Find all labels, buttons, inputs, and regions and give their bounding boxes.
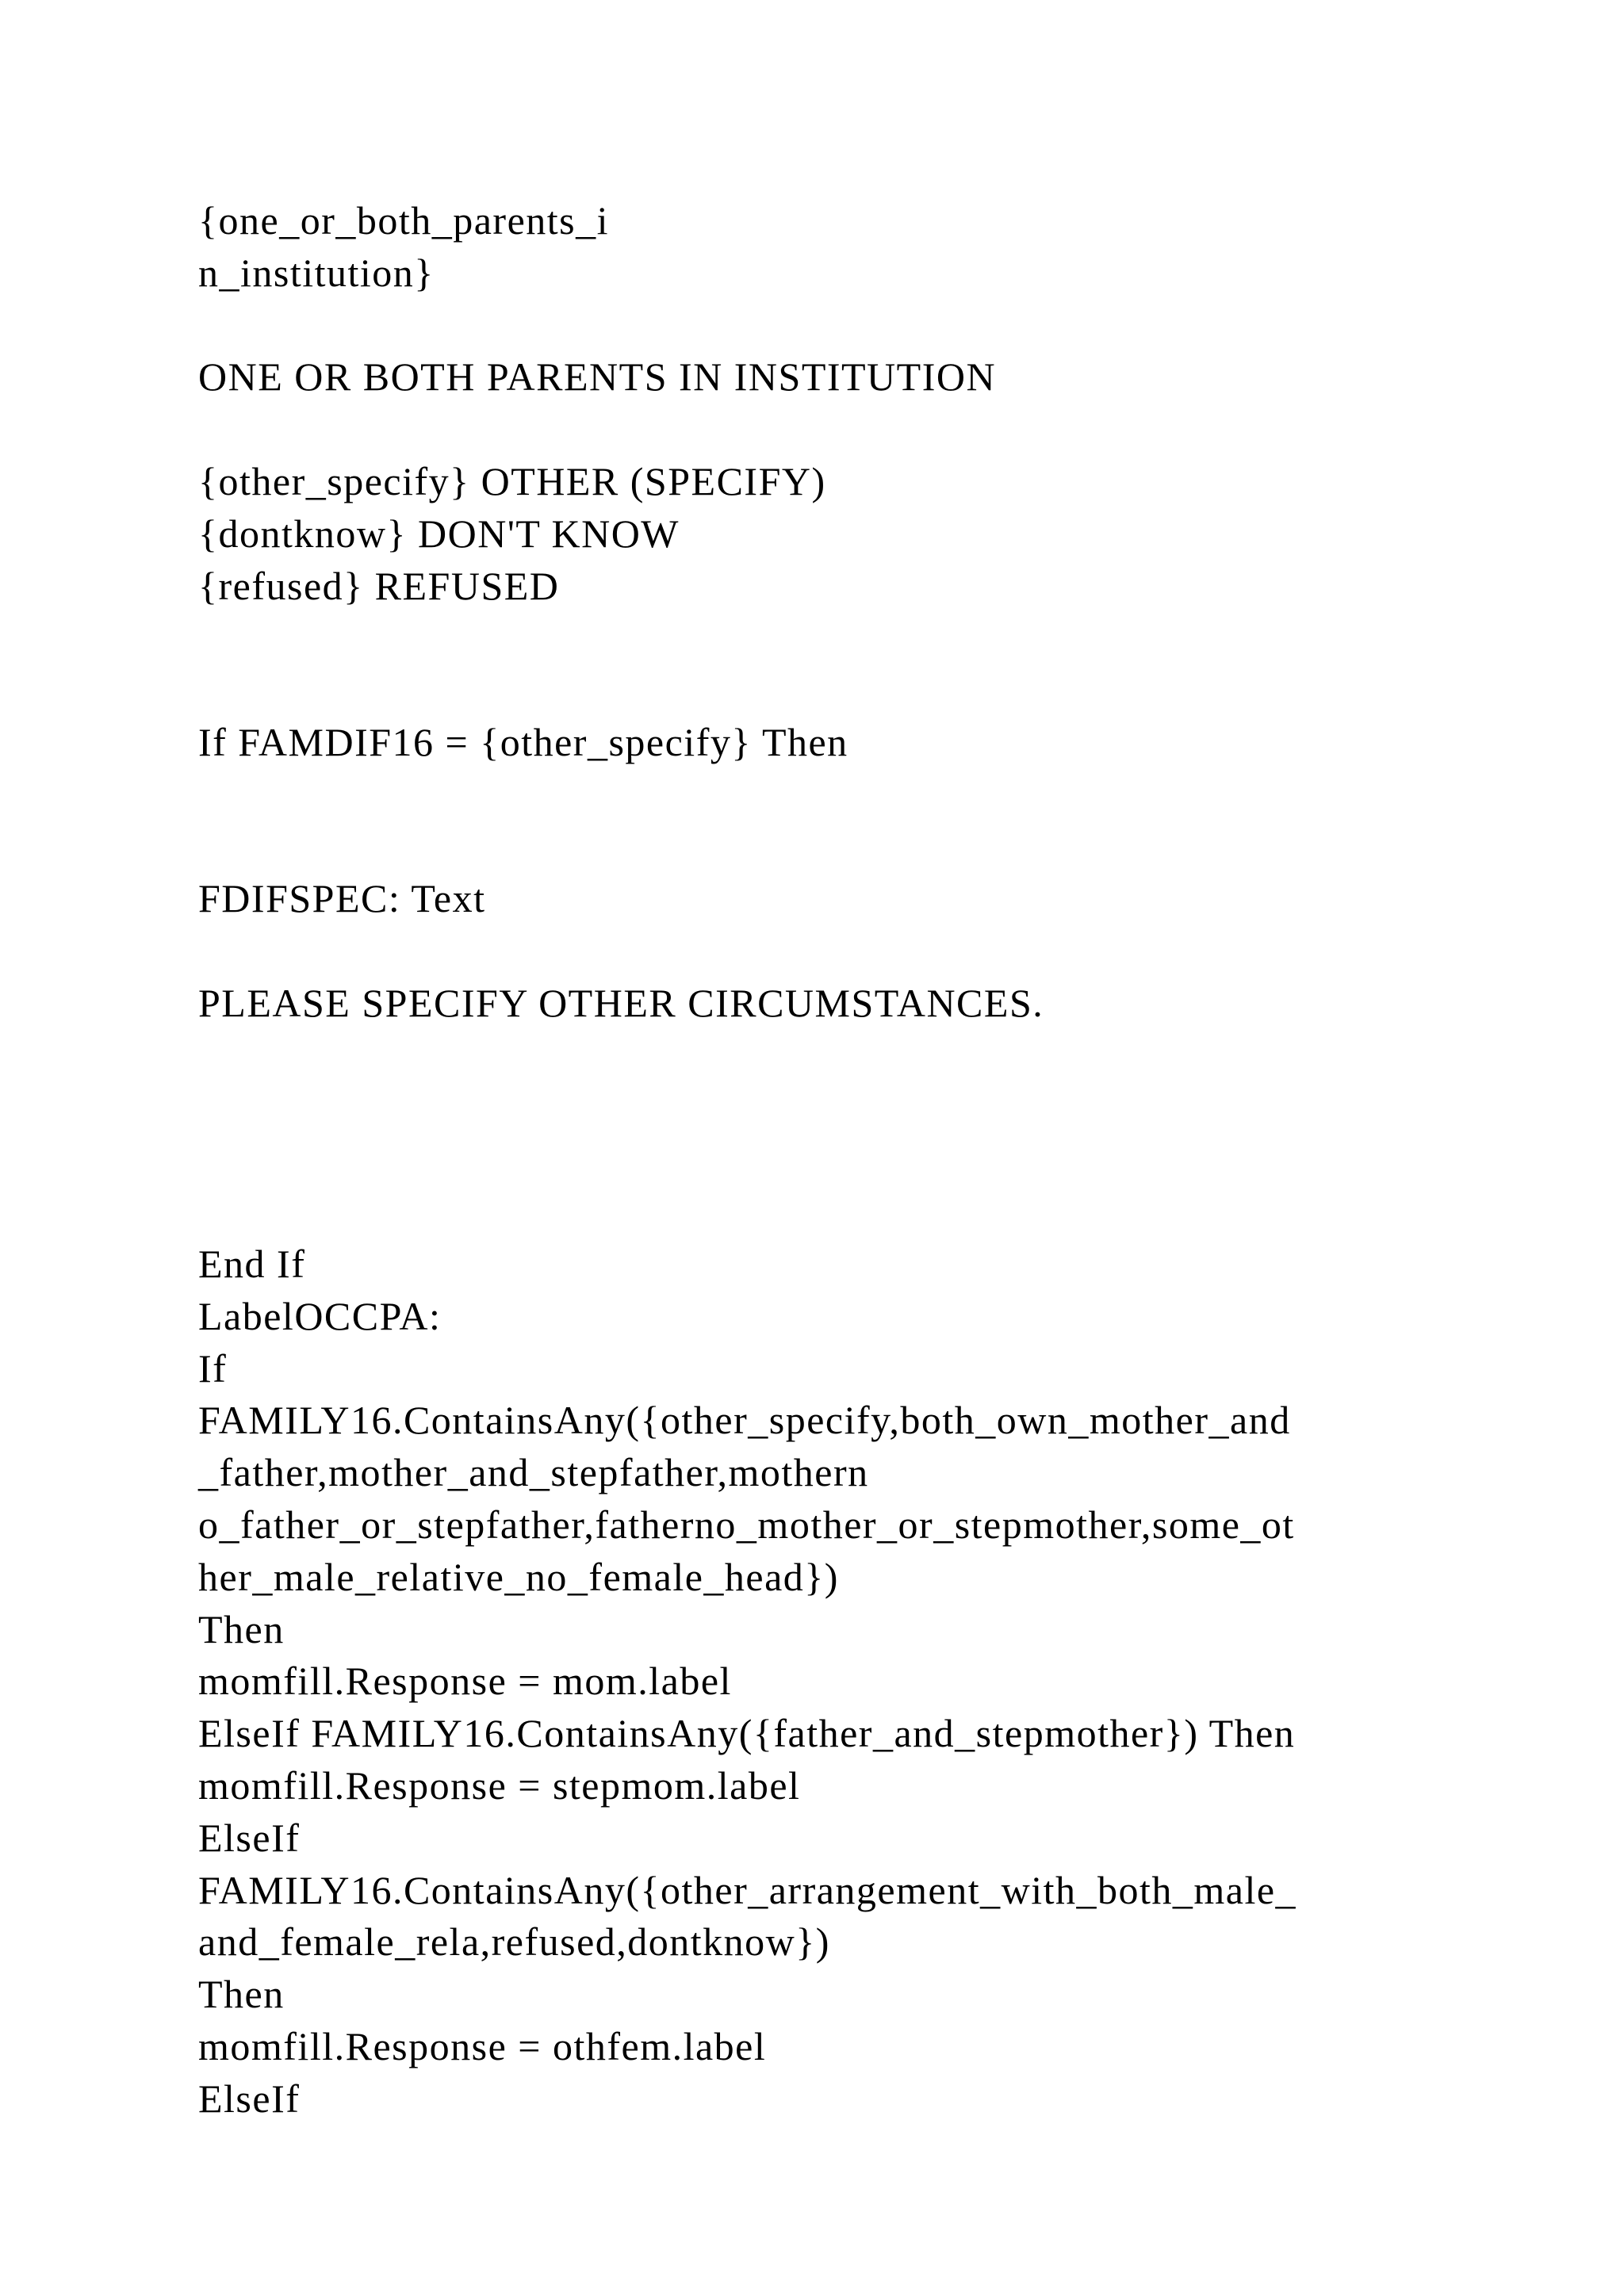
text-line: ElseIf xyxy=(198,2076,301,2121)
document-body xyxy=(198,195,1499,2125)
text-line: FDIFSPEC: Text xyxy=(198,876,486,921)
text-line: Then xyxy=(198,1606,285,1651)
text-line: End If xyxy=(198,1241,306,1286)
text-line: momfill.Response = othfem.label xyxy=(198,2023,767,2068)
text-line: ElseIf xyxy=(198,1815,301,1860)
blank-line xyxy=(198,612,1499,664)
text-line: {dontknow} DON'T KNOW xyxy=(198,511,680,556)
text-line: ONE OR BOTH PARENTS IN INSTITUTION xyxy=(198,354,997,400)
text-line: If xyxy=(198,1345,228,1391)
text-line: {other_specify} OTHER (SPECIFY) xyxy=(198,458,826,503)
text-line: o_father_or_stepfather,fatherno_mother_or_stepmother,some_ot xyxy=(198,1502,1295,1547)
text-line: Then xyxy=(198,1972,285,2017)
text-line: momfill.Response = stepmom.label xyxy=(198,1762,801,1808)
text-line: {refused} REFUSED xyxy=(198,563,560,608)
blank-line xyxy=(198,404,1499,456)
blank-line xyxy=(198,1186,1499,1238)
text-line: n_institution} xyxy=(198,250,435,295)
text-line: ElseIf FAMILY16.ContainsAny({father_and_stepmother}) Then xyxy=(198,1711,1296,1756)
blank-line xyxy=(198,925,1499,978)
blank-line xyxy=(198,300,1499,352)
text-line: _father,mother_and_stepfather,mothern xyxy=(198,1450,869,1495)
blank-line xyxy=(198,821,1499,874)
blank-line xyxy=(198,664,1499,717)
text-line: momfill.Response = mom.label xyxy=(198,1659,732,1704)
blank-line xyxy=(198,1134,1499,1186)
text-line: If FAMDIF16 = {other_specify} Then xyxy=(198,719,848,764)
blank-line xyxy=(198,769,1499,821)
text-line: and_female_rela,refused,dontknow}) xyxy=(198,1919,830,1965)
blank-line xyxy=(198,1082,1499,1135)
text-line: her_male_relative_no_female_head}) xyxy=(198,1554,839,1599)
text-line: {one_or_both_parents_i xyxy=(198,198,610,243)
text-line: PLEASE SPECIFY OTHER CIRCUMSTANCES. xyxy=(198,980,1044,1025)
text-line: FAMILY16.ContainsAny({other_arrangement_with_both_male_ xyxy=(198,1867,1297,1912)
text-line: LabelOCCPA: xyxy=(198,1293,442,1338)
blank-line xyxy=(198,1030,1499,1082)
text-line: FAMILY16.ContainsAny({other_specify,both_own_mother_and xyxy=(198,1398,1291,1443)
